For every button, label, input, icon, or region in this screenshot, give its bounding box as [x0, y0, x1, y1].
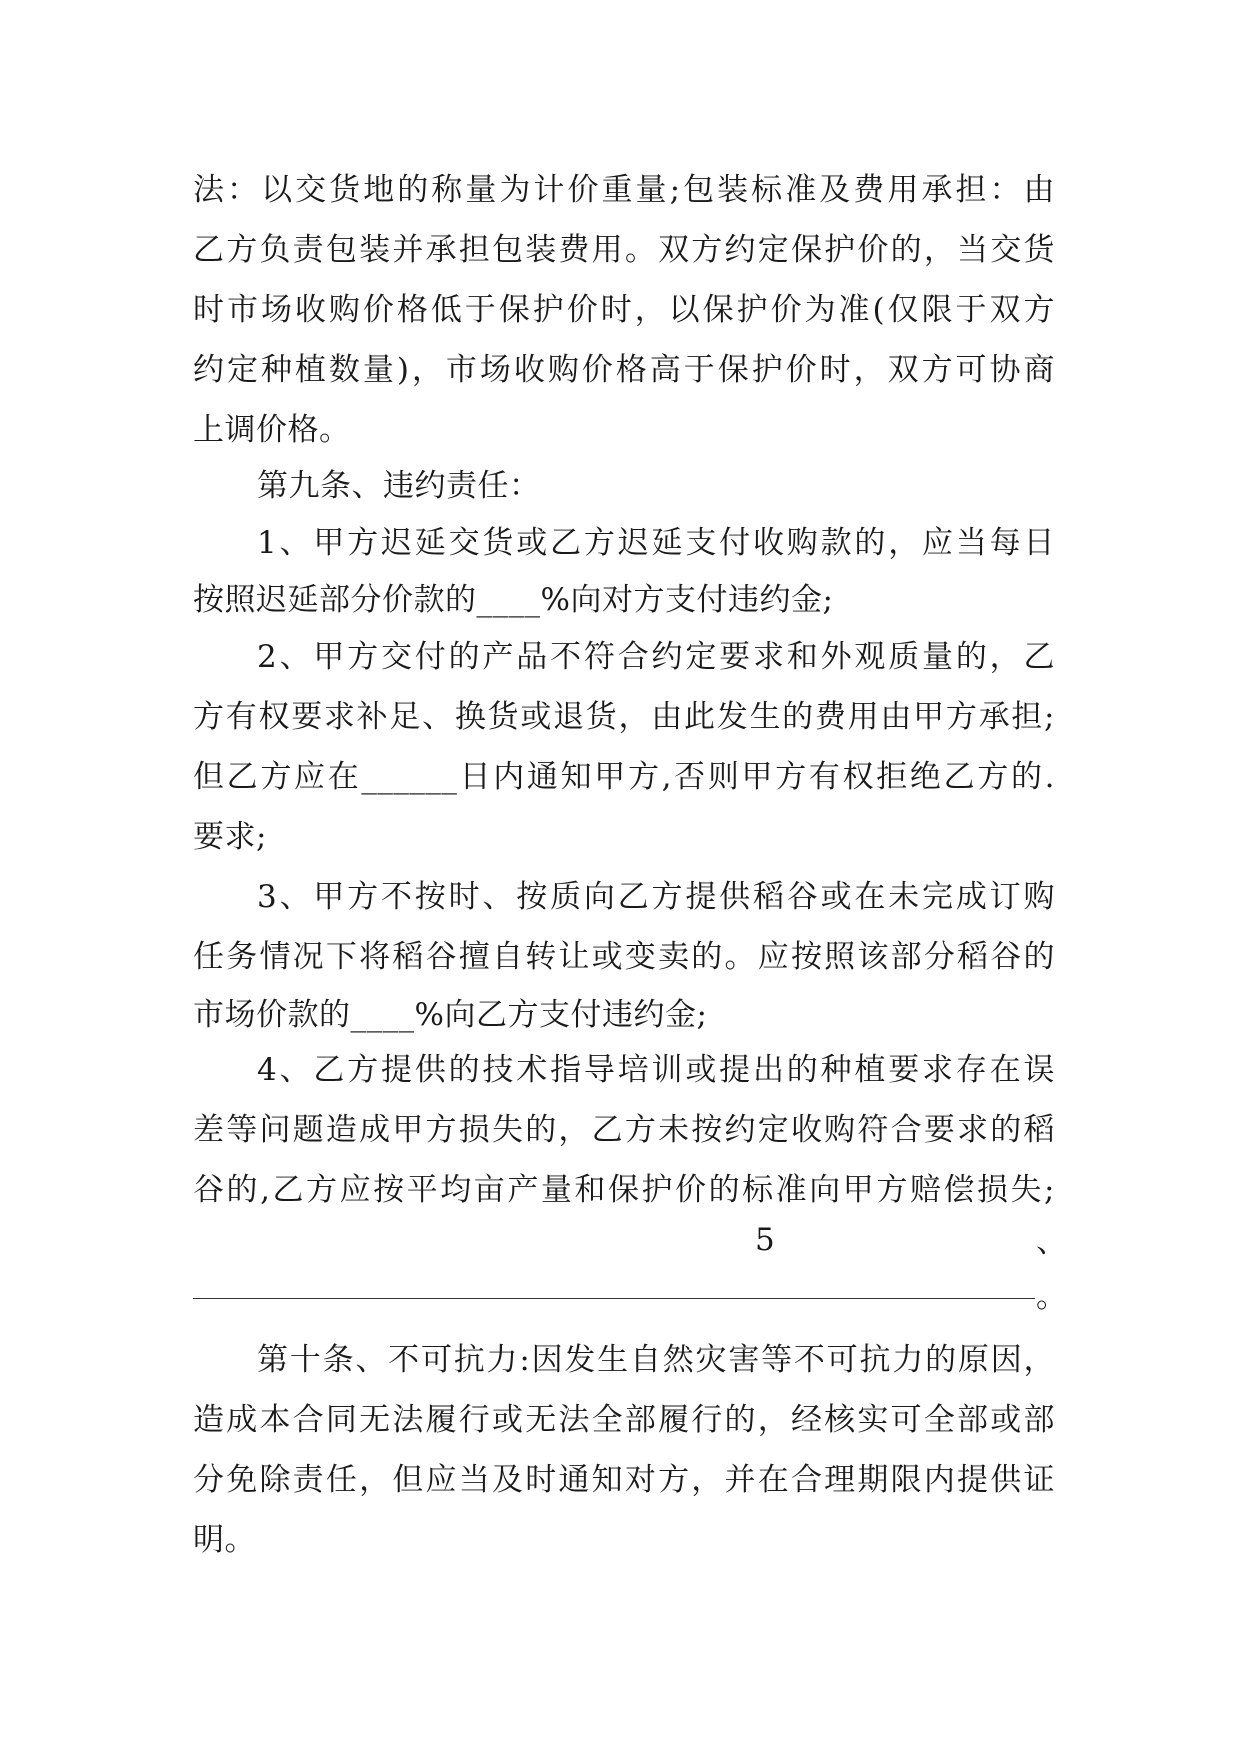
item-3-line: 任务情况下将稻谷擅自转让或变卖的。应按照该部分稻谷的 [193, 939, 1055, 975]
item-2-line: 方有权要求补足、换货或退货，由此发生的费用由甲方承担; [193, 699, 1055, 735]
paragraph-line: 法：以交货地的称量为计价重量;包装标准及费用承担：由 [193, 172, 1055, 208]
item-2-line: 但乙方应在______日内通知甲方,否则甲方有权拒绝乙方的. [193, 759, 1055, 795]
item-5-mark: 、 [1036, 1224, 1067, 1260]
article-9-heading: 第九条、违约责任： [257, 468, 541, 504]
item-4-line: 谷的,乙方应按平均亩产量和保护价的标准向甲方赔偿损失; [193, 1172, 1055, 1208]
item-4-line: 4、乙方提供的技术指导培训或提出的种植要求存在误 [257, 1052, 1055, 1088]
item-3-line: 市场价款的____%向乙方支付违约金; [193, 997, 708, 1033]
article-10-line: 第十条、不可抗力:因发生自然灾害等不可抗力的原因， [257, 1342, 1055, 1378]
item-5-end: 。 [1036, 1279, 1067, 1315]
item-5-number: 5 [755, 1222, 775, 1258]
paragraph-line: 乙方负责包装并承担包装费用。双方约定保护价的，当交货 [193, 232, 1055, 268]
item-4-line: 差等问题造成甲方损失的，乙方未按约定收购符合要求的稻 [193, 1112, 1055, 1148]
item-2-line: 2、甲方交付的产品不符合约定要求和外观质量的，乙 [257, 639, 1055, 675]
item-3-line: 3、甲方不按时、按质向乙方提供稻谷或在未完成订购 [257, 879, 1055, 915]
article-10-line: 造成本合同无法履行或无法全部履行的，经核实可全部或部 [193, 1402, 1055, 1438]
paragraph-line: 时市场收购价格低于保护价时，以保护价为准(仅限于双方 [193, 292, 1055, 328]
paragraph-line: 上调价格。 [193, 412, 351, 448]
item-2-line: 要求; [193, 819, 267, 855]
item-1-line: 按照迟延部分价款的____%向对方支付违约金; [193, 582, 834, 618]
item-5-blank-line [193, 1298, 1035, 1299]
paragraph-line: 约定种植数量)，市场收购价格高于保护价时，双方可协商 [193, 352, 1055, 388]
article-10-line: 明。 [193, 1522, 256, 1558]
article-10-line: 分免除责任，但应当及时通知对方，并在合理期限内提供证 [193, 1462, 1055, 1498]
item-1-line: 1、甲方迟延交货或乙方迟延支付收购款的，应当每日 [257, 525, 1055, 561]
